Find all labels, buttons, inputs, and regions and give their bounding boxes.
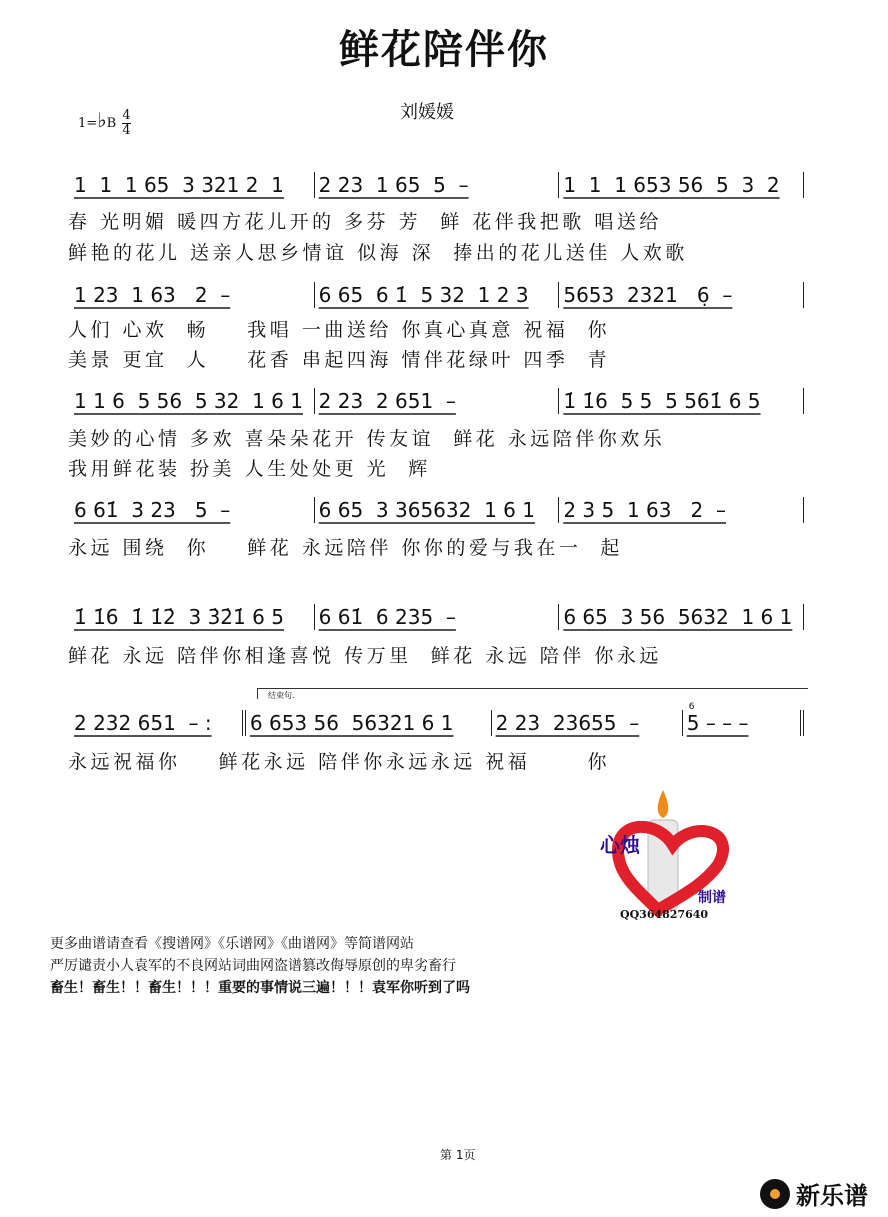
notation-row (70, 604, 810, 630)
measure: 6 65 3 365632 1 6 1 (314, 497, 559, 523)
barline (803, 388, 810, 414)
grace-note: 6 (688, 702, 695, 712)
notation-row (70, 702, 810, 736)
measure: 2 23 1 65 5 – (314, 172, 559, 198)
flat-sign: ♭ (97, 108, 107, 132)
beats: 4 (122, 108, 131, 123)
measure: 2 3 5 1 63 2 – (558, 497, 803, 523)
lyric-line: 春 光明媚 暖四方花儿开的 多芬 芳 鲜 花伴我把歌 唱送给 (68, 211, 662, 233)
barline (803, 172, 810, 198)
song-title: 鲜花陪伴你 (339, 27, 549, 73)
barline (803, 497, 810, 523)
measure: 2 232 651 – : (74, 711, 212, 735)
measure: 6 61̇ 3 23 5 – (74, 498, 231, 522)
notation-row (70, 388, 810, 414)
unit: 4 (122, 123, 131, 138)
measure: 6 61̇ 6 235 – (314, 604, 559, 630)
measure: 2 23 2 651 – (314, 388, 559, 414)
lyric-line: 人们 心欢 畅 我唱 一曲送给 你真心真意 祝福 你 (68, 319, 610, 341)
measure: 2 23 23655 – (491, 710, 682, 736)
key-note: B (106, 116, 117, 131)
notation-row (70, 497, 810, 523)
measure: 5653 2321 6̣ – (558, 282, 803, 308)
time-signature (122, 109, 130, 138)
measure: 1 23 1 63 2 – (74, 283, 231, 307)
final-barline (800, 710, 810, 736)
measure: 1 1 6 5 56 5 32 1 6 1 (74, 389, 303, 413)
lyric-line: 美妙的心情 多欢 喜朵朵花开 传友谊 鲜花 永远陪伴你欢乐 (68, 428, 666, 450)
svg-text:制谱: 制谱 (698, 890, 726, 906)
lyric-line: 鲜花 永远 陪伴你相逢喜悦 传万里 鲜花 永远 陪伴 你永远 (68, 645, 662, 667)
xinzhu-logo (598, 790, 748, 920)
notation-row (70, 282, 810, 308)
measure (682, 702, 800, 736)
lyric-line: 永远 围绕 你 鲜花 永远陪伴 你你的爱与我在一 起 (68, 537, 623, 559)
brand-logo (760, 1176, 868, 1211)
footer-note: 更多曲谱请查看《搜谱网》《乐谱网》《曲谱网》等简谱网站 (50, 936, 414, 952)
page-number: 第 1页 (440, 1148, 476, 1162)
brand-name: 新乐谱 (796, 1182, 868, 1210)
measure: 6 65 3 56 5632 1 6 1 (558, 604, 803, 630)
footer-note: 严厉谴责小人袁军的不良网站词曲网盗谱篡改侮辱原创的卑劣畜行 (50, 958, 456, 974)
svg-text:心烛: 心烛 (600, 833, 640, 857)
key-prefix: 1= (78, 116, 98, 131)
barline (803, 282, 810, 308)
measure: 6 65 6 1̇ 5 32 1 2 3 (314, 282, 559, 308)
key-signature (78, 108, 131, 138)
composer: 刘媛媛 (400, 102, 454, 123)
final-note: 5 – – – (686, 711, 749, 735)
measure: 6 653 56 56321 6 1 (242, 710, 491, 736)
measure: 1̇ 1̇6 5 5 5 561̇ 6 5 (558, 388, 803, 414)
svg-text:QQ364827640: QQ364827640 (620, 908, 709, 920)
lyric-line: 美景 更宜 人 花香 串起四海 情伴花绿叶 四季 青 (68, 349, 610, 371)
footer-note: 畜生！畜生！！畜生！！！重要的事情说三遍！！！袁军你听到了吗 (50, 980, 470, 996)
vinyl-disc-icon (760, 1179, 790, 1209)
lyric-line: 永远祝福你 鲜花永远 陪伴你永远永远 祝福 你 (68, 751, 610, 773)
ending-bracket (257, 688, 808, 699)
lyric-line: 鲜艳的花儿 送亲人思乡情谊 似海 深 捧出的花儿送佳 人欢歌 (68, 242, 688, 264)
measure: 1̇ 1̇6 1̇ 1̇2̇ 3 3̇2̇1̇ 6 5 (74, 605, 284, 629)
measure: 1 1 1 65 3 321 2 1 (74, 173, 284, 197)
notation-row (70, 172, 810, 198)
ending-label: 结束句. (268, 691, 295, 700)
barline (803, 604, 810, 630)
measure: 1 1 1 653 56 5 3 2 (558, 172, 803, 198)
lyric-line: 我用鲜花装 扮美 人生处处更 光 辉 (68, 458, 431, 480)
